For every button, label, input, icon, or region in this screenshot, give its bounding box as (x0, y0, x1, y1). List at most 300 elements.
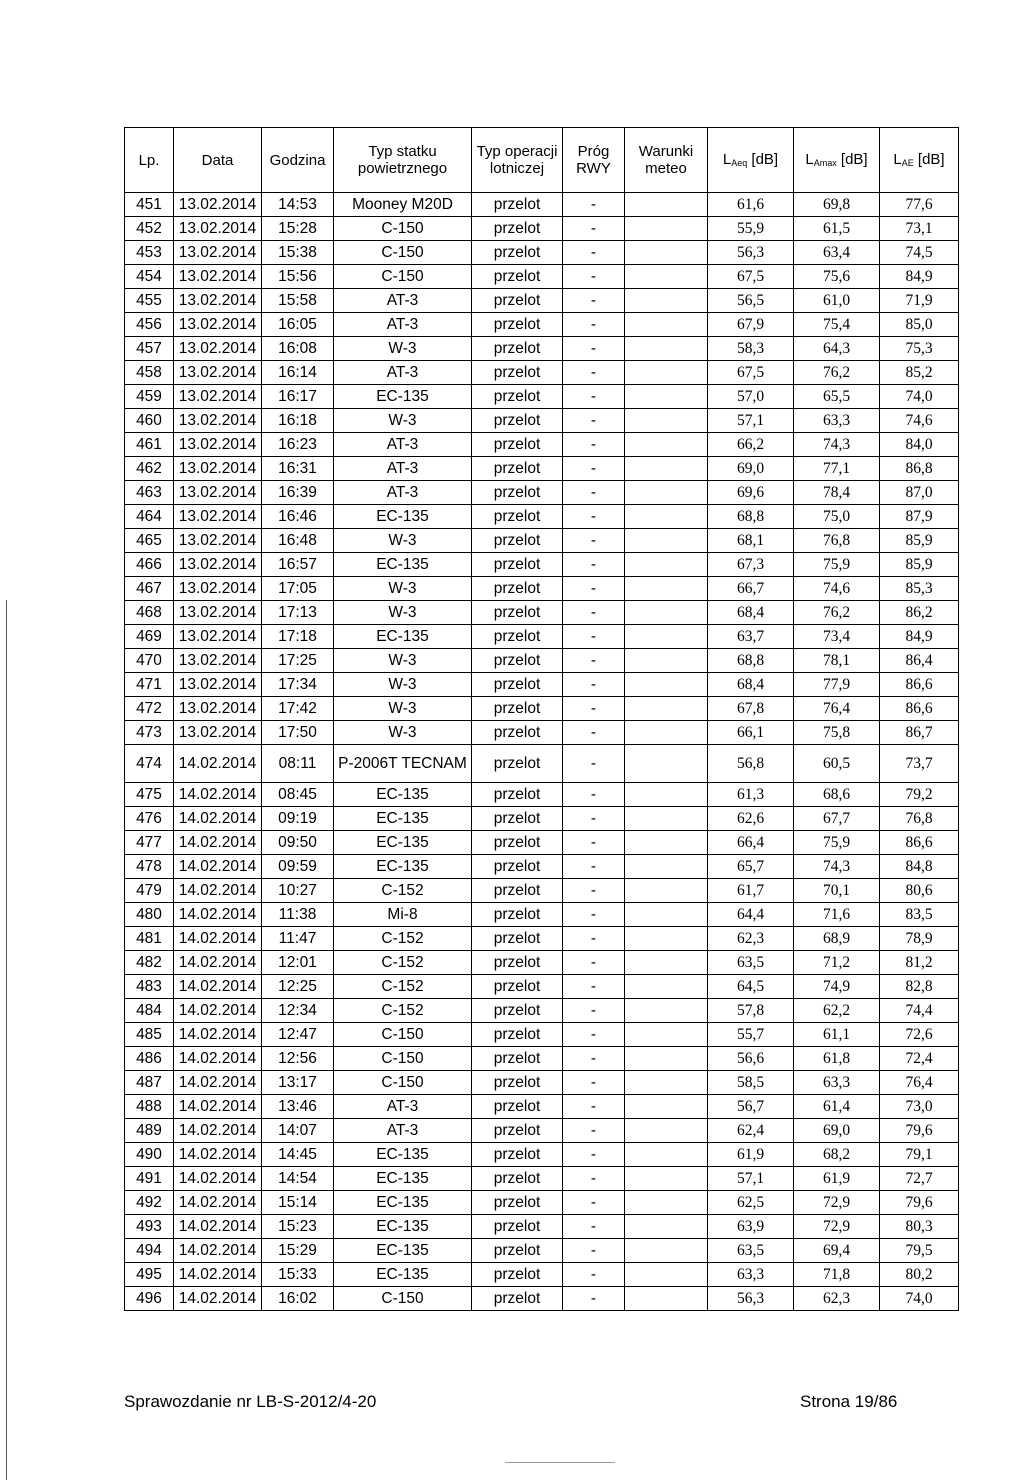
cell-weather (625, 807, 708, 831)
cell-date: 14.02.2014 (174, 1191, 262, 1215)
cell-runway-threshold: - (563, 1167, 625, 1191)
cell-operation-type: przelot (472, 927, 563, 951)
cell-lae: 73,0 (880, 1095, 959, 1119)
cell-lae: 76,8 (880, 807, 959, 831)
cell-operation-type: przelot (472, 529, 563, 553)
table-row (125, 807, 959, 831)
cell-laeq: 56,3 (708, 1287, 794, 1311)
cell-aircraft-type: W-3 (334, 577, 472, 601)
cell-aircraft-type: EC-135 (334, 807, 472, 831)
cell-weather (625, 1191, 708, 1215)
cell-lamax: 77,1 (794, 457, 880, 481)
cell-operation-type: przelot (472, 1263, 563, 1287)
cell-lamax: 63,3 (794, 409, 880, 433)
cell-laeq: 62,4 (708, 1119, 794, 1143)
cell-operation-type: przelot (472, 1167, 563, 1191)
cell-time: 17:34 (262, 673, 334, 697)
cell-lamax: 68,9 (794, 927, 880, 951)
cell-lamax: 75,8 (794, 721, 880, 745)
cell-weather (625, 553, 708, 577)
cell-lamax: 61,5 (794, 217, 880, 241)
cell-aircraft-type: C-152 (334, 975, 472, 999)
cell-runway-threshold: - (563, 1287, 625, 1311)
cell-lae: 80,3 (880, 1215, 959, 1239)
cell-lamax: 76,2 (794, 361, 880, 385)
cell-runway-threshold: - (563, 927, 625, 951)
cell-lamax: 78,1 (794, 649, 880, 673)
cell-date: 13.02.2014 (174, 481, 262, 505)
cell-time: 16:57 (262, 553, 334, 577)
cell-runway-threshold: - (563, 697, 625, 721)
cell-time: 09:59 (262, 855, 334, 879)
cell-operation-type: przelot (472, 807, 563, 831)
cell-lamax: 69,4 (794, 1239, 880, 1263)
cell-date: 13.02.2014 (174, 337, 262, 361)
cell-aircraft-type: C-150 (334, 217, 472, 241)
cell-date: 13.02.2014 (174, 361, 262, 385)
cell-operation-type: przelot (472, 1239, 563, 1263)
cell-weather (625, 975, 708, 999)
cell-time: 13:46 (262, 1095, 334, 1119)
cell-lp: 490 (125, 1143, 174, 1167)
cell-aircraft-type: EC-135 (334, 1215, 472, 1239)
table-row (125, 1047, 959, 1071)
cell-operation-type: przelot (472, 361, 563, 385)
cell-weather (625, 577, 708, 601)
cell-date: 14.02.2014 (174, 1239, 262, 1263)
header-aircraft-type: Typ statku powietrznego (334, 128, 472, 193)
cell-weather (625, 951, 708, 975)
cell-laeq: 64,5 (708, 975, 794, 999)
cell-time: 17:25 (262, 649, 334, 673)
cell-lp: 495 (125, 1263, 174, 1287)
cell-lae: 86,4 (880, 649, 959, 673)
cell-lae: 85,0 (880, 313, 959, 337)
cell-laeq: 57,8 (708, 999, 794, 1023)
header-lae: $L_{AE}$ [dB] (880, 128, 959, 193)
cell-lamax: 62,3 (794, 1287, 880, 1311)
cell-runway-threshold: - (563, 1023, 625, 1047)
table-row (125, 313, 959, 337)
cell-runway-threshold: - (563, 975, 625, 999)
cell-aircraft-type: EC-135 (334, 783, 472, 807)
cell-date: 13.02.2014 (174, 553, 262, 577)
cell-time: 12:25 (262, 975, 334, 999)
cell-operation-type: przelot (472, 831, 563, 855)
cell-date: 14.02.2014 (174, 903, 262, 927)
cell-date: 13.02.2014 (174, 697, 262, 721)
cell-runway-threshold: - (563, 783, 625, 807)
cell-date: 13.02.2014 (174, 625, 262, 649)
cell-aircraft-type: EC-135 (334, 1263, 472, 1287)
cell-time: 15:29 (262, 1239, 334, 1263)
cell-laeq: 67,9 (708, 313, 794, 337)
cell-lae: 85,2 (880, 361, 959, 385)
cell-lamax: 61,9 (794, 1167, 880, 1191)
cell-aircraft-type: EC-135 (334, 855, 472, 879)
table-row (125, 649, 959, 673)
cell-lp: 455 (125, 289, 174, 313)
cell-aircraft-type: C-150 (334, 1047, 472, 1071)
cell-laeq: 57,1 (708, 409, 794, 433)
cell-date: 14.02.2014 (174, 1119, 262, 1143)
table-row (125, 1119, 959, 1143)
cell-aircraft-type: W-3 (334, 649, 472, 673)
cell-runway-threshold: - (563, 855, 625, 879)
table-row (125, 831, 959, 855)
cell-weather (625, 1263, 708, 1287)
cell-lp: 463 (125, 481, 174, 505)
cell-lp: 482 (125, 951, 174, 975)
cell-lp: 464 (125, 505, 174, 529)
cell-laeq: 62,5 (708, 1191, 794, 1215)
cell-aircraft-type: AT-3 (334, 313, 472, 337)
cell-lp: 456 (125, 313, 174, 337)
cell-time: 16:46 (262, 505, 334, 529)
cell-weather (625, 601, 708, 625)
cell-lamax: 75,4 (794, 313, 880, 337)
cell-lp: 461 (125, 433, 174, 457)
cell-lae: 80,2 (880, 1263, 959, 1287)
cell-date: 14.02.2014 (174, 745, 262, 783)
cell-time: 12:47 (262, 1023, 334, 1047)
cell-operation-type: przelot (472, 1095, 563, 1119)
cell-runway-threshold: - (563, 625, 625, 649)
header-time: Godzina (262, 128, 334, 193)
cell-date: 14.02.2014 (174, 831, 262, 855)
cell-weather (625, 1071, 708, 1095)
cell-operation-type: przelot (472, 697, 563, 721)
cell-aircraft-type: AT-3 (334, 481, 472, 505)
cell-aircraft-type: EC-135 (334, 831, 472, 855)
table-row (125, 1287, 959, 1311)
cell-lae: 86,7 (880, 721, 959, 745)
cell-operation-type: przelot (472, 241, 563, 265)
cell-runway-threshold: - (563, 831, 625, 855)
cell-date: 13.02.2014 (174, 577, 262, 601)
cell-lae: 86,8 (880, 457, 959, 481)
table-row (125, 505, 959, 529)
cell-weather (625, 265, 708, 289)
cell-aircraft-type: C-150 (334, 241, 472, 265)
cell-date: 14.02.2014 (174, 855, 262, 879)
cell-runway-threshold: - (563, 433, 625, 457)
cell-weather (625, 241, 708, 265)
cell-operation-type: przelot (472, 313, 563, 337)
cell-aircraft-type: Mi-8 (334, 903, 472, 927)
cell-weather (625, 289, 708, 313)
cell-aircraft-type: C-150 (334, 1023, 472, 1047)
cell-time: 17:13 (262, 601, 334, 625)
cell-date: 14.02.2014 (174, 1167, 262, 1191)
cell-operation-type: przelot (472, 409, 563, 433)
cell-lae: 87,0 (880, 481, 959, 505)
footer-rule (505, 1462, 615, 1463)
cell-aircraft-type: Mooney M20D (334, 193, 472, 217)
cell-time: 16:48 (262, 529, 334, 553)
cell-lp: 462 (125, 457, 174, 481)
cell-operation-type: przelot (472, 879, 563, 903)
cell-laeq: 67,3 (708, 553, 794, 577)
cell-lp: 477 (125, 831, 174, 855)
cell-lae: 85,9 (880, 529, 959, 553)
cell-runway-threshold: - (563, 649, 625, 673)
cell-weather (625, 745, 708, 783)
cell-date: 14.02.2014 (174, 975, 262, 999)
cell-lae: 86,6 (880, 673, 959, 697)
cell-operation-type: przelot (472, 337, 563, 361)
cell-lamax: 63,3 (794, 1071, 880, 1095)
table-row (125, 697, 959, 721)
cell-operation-type: przelot (472, 553, 563, 577)
cell-lamax: 62,2 (794, 999, 880, 1023)
table-row (125, 265, 959, 289)
table-row (125, 975, 959, 999)
cell-runway-threshold: - (563, 1095, 625, 1119)
cell-weather (625, 361, 708, 385)
cell-operation-type: przelot (472, 975, 563, 999)
cell-weather (625, 1167, 708, 1191)
cell-runway-threshold: - (563, 721, 625, 745)
cell-runway-threshold: - (563, 1143, 625, 1167)
cell-runway-threshold: - (563, 903, 625, 927)
table-row (125, 457, 959, 481)
table-row (125, 601, 959, 625)
cell-time: 15:56 (262, 265, 334, 289)
cell-lamax: 64,3 (794, 337, 880, 361)
header-operation-type: Typ operacji lotniczej (472, 128, 563, 193)
cell-date: 13.02.2014 (174, 409, 262, 433)
cell-aircraft-type: W-3 (334, 529, 472, 553)
cell-operation-type: przelot (472, 999, 563, 1023)
cell-aircraft-type: AT-3 (334, 457, 472, 481)
cell-time: 16:02 (262, 1287, 334, 1311)
table-row (125, 433, 959, 457)
cell-lp: 452 (125, 217, 174, 241)
cell-lamax: 78,4 (794, 481, 880, 505)
cell-operation-type: przelot (472, 1191, 563, 1215)
cell-runway-threshold: - (563, 1263, 625, 1287)
cell-laeq: 67,8 (708, 697, 794, 721)
cell-aircraft-type: EC-135 (334, 1191, 472, 1215)
table-row (125, 1167, 959, 1191)
cell-lae: 73,7 (880, 745, 959, 783)
cell-weather (625, 649, 708, 673)
cell-lamax: 72,9 (794, 1191, 880, 1215)
cell-weather (625, 1119, 708, 1143)
cell-runway-threshold: - (563, 529, 625, 553)
table-header-row (125, 128, 959, 193)
cell-lp: 487 (125, 1071, 174, 1095)
table-row (125, 673, 959, 697)
cell-date: 13.02.2014 (174, 265, 262, 289)
cell-lamax: 76,8 (794, 529, 880, 553)
table-row (125, 385, 959, 409)
cell-aircraft-type: EC-135 (334, 553, 472, 577)
cell-laeq: 56,3 (708, 241, 794, 265)
cell-runway-threshold: - (563, 193, 625, 217)
cell-lae: 78,9 (880, 927, 959, 951)
cell-lp: 468 (125, 601, 174, 625)
cell-aircraft-type: C-152 (334, 951, 472, 975)
cell-lp: 454 (125, 265, 174, 289)
cell-lae: 74,0 (880, 1287, 959, 1311)
cell-weather (625, 831, 708, 855)
table-row (125, 1239, 959, 1263)
cell-time: 13:17 (262, 1071, 334, 1095)
cell-time: 09:19 (262, 807, 334, 831)
cell-operation-type: przelot (472, 1287, 563, 1311)
cell-laeq: 66,4 (708, 831, 794, 855)
cell-runway-threshold: - (563, 337, 625, 361)
cell-aircraft-type: AT-3 (334, 361, 472, 385)
cell-time: 15:58 (262, 289, 334, 313)
cell-operation-type: przelot (472, 721, 563, 745)
table-row (125, 241, 959, 265)
cell-lp: 467 (125, 577, 174, 601)
header-laeq: $L_{Aeq}$ [dB] (708, 128, 794, 193)
cell-runway-threshold: - (563, 217, 625, 241)
cell-time: 16:08 (262, 337, 334, 361)
cell-aircraft-type: AT-3 (334, 1119, 472, 1143)
cell-aircraft-type: EC-135 (334, 1167, 472, 1191)
cell-runway-threshold: - (563, 1191, 625, 1215)
cell-laeq: 66,2 (708, 433, 794, 457)
cell-operation-type: przelot (472, 265, 563, 289)
cell-time: 14:07 (262, 1119, 334, 1143)
cell-lp: 453 (125, 241, 174, 265)
cell-operation-type: przelot (472, 193, 563, 217)
cell-lamax: 70,1 (794, 879, 880, 903)
cell-weather (625, 1239, 708, 1263)
cell-weather (625, 927, 708, 951)
cell-operation-type: przelot (472, 217, 563, 241)
cell-runway-threshold: - (563, 1071, 625, 1095)
cell-lp: 476 (125, 807, 174, 831)
cell-weather (625, 1047, 708, 1071)
cell-lp: 483 (125, 975, 174, 999)
cell-lae: 84,9 (880, 265, 959, 289)
cell-lae: 74,4 (880, 999, 959, 1023)
cell-time: 16:23 (262, 433, 334, 457)
cell-lp: 466 (125, 553, 174, 577)
cell-lae: 86,6 (880, 697, 959, 721)
cell-weather (625, 385, 708, 409)
cell-aircraft-type: C-150 (334, 1071, 472, 1095)
cell-runway-threshold: - (563, 313, 625, 337)
cell-laeq: 69,0 (708, 457, 794, 481)
cell-weather (625, 903, 708, 927)
cell-runway-threshold: - (563, 1047, 625, 1071)
cell-time: 15:14 (262, 1191, 334, 1215)
cell-lae: 79,2 (880, 783, 959, 807)
cell-time: 16:17 (262, 385, 334, 409)
cell-laeq: 68,4 (708, 601, 794, 625)
cell-operation-type: przelot (472, 1071, 563, 1095)
cell-laeq: 56,6 (708, 1047, 794, 1071)
cell-runway-threshold: - (563, 265, 625, 289)
cell-aircraft-type: EC-135 (334, 1143, 472, 1167)
cell-runway-threshold: - (563, 409, 625, 433)
cell-laeq: 58,3 (708, 337, 794, 361)
cell-operation-type: przelot (472, 903, 563, 927)
cell-aircraft-type: W-3 (334, 337, 472, 361)
noise-measurement-table (124, 127, 959, 1311)
cell-time: 17:50 (262, 721, 334, 745)
cell-lp: 474 (125, 745, 174, 783)
cell-lae: 73,1 (880, 217, 959, 241)
cell-laeq: 61,6 (708, 193, 794, 217)
cell-lae: 86,2 (880, 601, 959, 625)
header-runway-threshold: Próg RWY (563, 128, 625, 193)
table-row (125, 879, 959, 903)
cell-lae: 74,0 (880, 385, 959, 409)
cell-runway-threshold: - (563, 1215, 625, 1239)
cell-lae: 84,9 (880, 625, 959, 649)
table-body (125, 193, 959, 1311)
cell-lamax: 61,8 (794, 1047, 880, 1071)
cell-lae: 77,6 (880, 193, 959, 217)
cell-lamax: 75,6 (794, 265, 880, 289)
cell-aircraft-type: C-152 (334, 879, 472, 903)
cell-lae: 72,6 (880, 1023, 959, 1047)
cell-time: 15:23 (262, 1215, 334, 1239)
table-row (125, 1023, 959, 1047)
cell-lamax: 75,9 (794, 553, 880, 577)
table-row (125, 1215, 959, 1239)
table-row (125, 553, 959, 577)
cell-runway-threshold: - (563, 1119, 625, 1143)
cell-laeq: 63,9 (708, 1215, 794, 1239)
cell-date: 13.02.2014 (174, 217, 262, 241)
cell-laeq: 68,1 (708, 529, 794, 553)
cell-aircraft-type: EC-135 (334, 385, 472, 409)
cell-aircraft-type: C-150 (334, 1287, 472, 1311)
cell-time: 09:50 (262, 831, 334, 855)
cell-operation-type: przelot (472, 433, 563, 457)
cell-date: 14.02.2014 (174, 1263, 262, 1287)
cell-aircraft-type: AT-3 (334, 433, 472, 457)
cell-laeq: 68,8 (708, 505, 794, 529)
cell-aircraft-type: C-152 (334, 999, 472, 1023)
cell-operation-type: przelot (472, 783, 563, 807)
cell-aircraft-type: EC-135 (334, 1239, 472, 1263)
cell-weather (625, 529, 708, 553)
cell-weather (625, 855, 708, 879)
cell-weather (625, 337, 708, 361)
cell-operation-type: przelot (472, 745, 563, 783)
table-row (125, 951, 959, 975)
cell-runway-threshold: - (563, 745, 625, 783)
cell-date: 13.02.2014 (174, 673, 262, 697)
table-row (125, 361, 959, 385)
cell-laeq: 63,5 (708, 951, 794, 975)
cell-operation-type: przelot (472, 855, 563, 879)
cell-laeq: 67,5 (708, 361, 794, 385)
cell-lae: 79,6 (880, 1119, 959, 1143)
cell-lp: 469 (125, 625, 174, 649)
cell-operation-type: przelot (472, 1119, 563, 1143)
header-lp: Lp. (125, 128, 174, 193)
table-row (125, 855, 959, 879)
table-row (125, 625, 959, 649)
cell-time: 14:45 (262, 1143, 334, 1167)
cell-time: 17:05 (262, 577, 334, 601)
cell-lp: 493 (125, 1215, 174, 1239)
cell-lamax: 61,0 (794, 289, 880, 313)
cell-weather (625, 697, 708, 721)
cell-date: 14.02.2014 (174, 1143, 262, 1167)
